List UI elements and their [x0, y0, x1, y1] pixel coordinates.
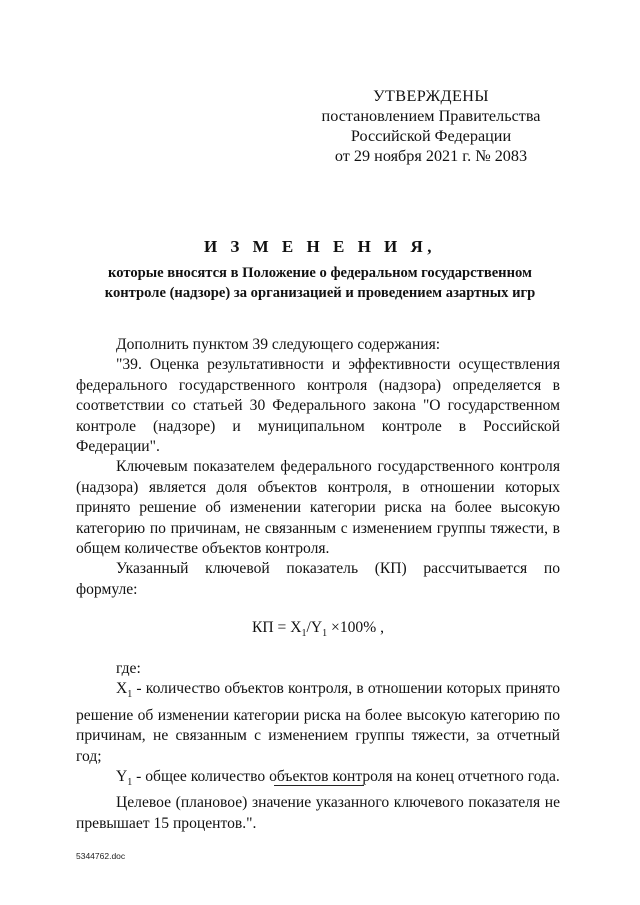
approval-block: [300, 86, 562, 166]
approval-line-3: от 29 ноября 2021 г. № 2083: [334, 147, 528, 165]
paragraph-target-value: Целевое (плановое) значение указанного ключевого показателя не превышает 15 процентов.".: [76, 794, 560, 832]
formula: [76, 618, 560, 645]
y1-subscript: 1: [127, 777, 133, 789]
formula-x: X: [290, 619, 302, 637]
formula-rhs: ×100% ,: [327, 619, 384, 637]
x1-subscript: 1: [127, 689, 133, 701]
formula-slash: /: [306, 619, 311, 637]
paragraph-where: где:: [116, 659, 141, 677]
paragraph-intro: Дополнить пунктом 39 следующего содержания:: [116, 336, 441, 353]
paragraph-formula-intro: Указанный ключевой показатель (КП) рассчитывается по формуле:: [76, 560, 560, 598]
formula-y-sub: 1: [322, 628, 328, 640]
approval-line-1: постановлением Правительства: [321, 107, 541, 125]
formula-lhs: КП =: [251, 619, 291, 637]
end-divider: [274, 785, 364, 786]
paragraph-key-indicator: Ключевым показателем федерального государственного контроля (надзора) является доля объектов контроля, в отношении которых принято решение об изменении категории риска на более высокую категорию по причинам, не связанным с изменением группы тяжести, в общем количестве объектов контроля.: [76, 458, 560, 558]
x1-symbol: X: [116, 680, 128, 698]
paragraph-x1-definition: [76, 679, 560, 767]
y1-description: - общее количество объектов контроля на конец отчетного года.: [132, 767, 560, 785]
document-title: И З М Е Н Е Н И Я,: [203, 237, 437, 256]
subtitle-line-2: контроле (надзоре) за организацией и проведением азартных игр: [104, 285, 536, 301]
x1-description: - количество объектов контроля, в отношении которых принято решение об изменении категории риска на более высокую категорию по причинам, не связанным с изменением группы тяжести, за отчетный год;: [76, 680, 560, 765]
paragraph-39: "39. Оценка результативности и эффективности осуществления федерального государственного контроля (надзора) определяется в соответствии со статьей 30 Федерального закона "О государственном контроле (надзоре) и муниципальном контроле в Российской Федерации".: [76, 356, 560, 456]
subtitle-line-1: которые вносятся в Положение о федеральном государственном: [108, 265, 532, 281]
document-body: [76, 335, 560, 834]
approval-line-2: Российской Федерации: [350, 127, 512, 145]
document-subtitle: [60, 263, 580, 303]
approval-heading: УТВЕРЖДЕНЫ: [373, 87, 489, 105]
formula-x-sub: 1: [301, 628, 307, 640]
paragraph-y1-definition: [76, 767, 560, 794]
y1-symbol: Y: [116, 767, 128, 785]
formula-y: Y: [310, 619, 323, 637]
file-reference: 5344762.doc: [76, 851, 126, 861]
